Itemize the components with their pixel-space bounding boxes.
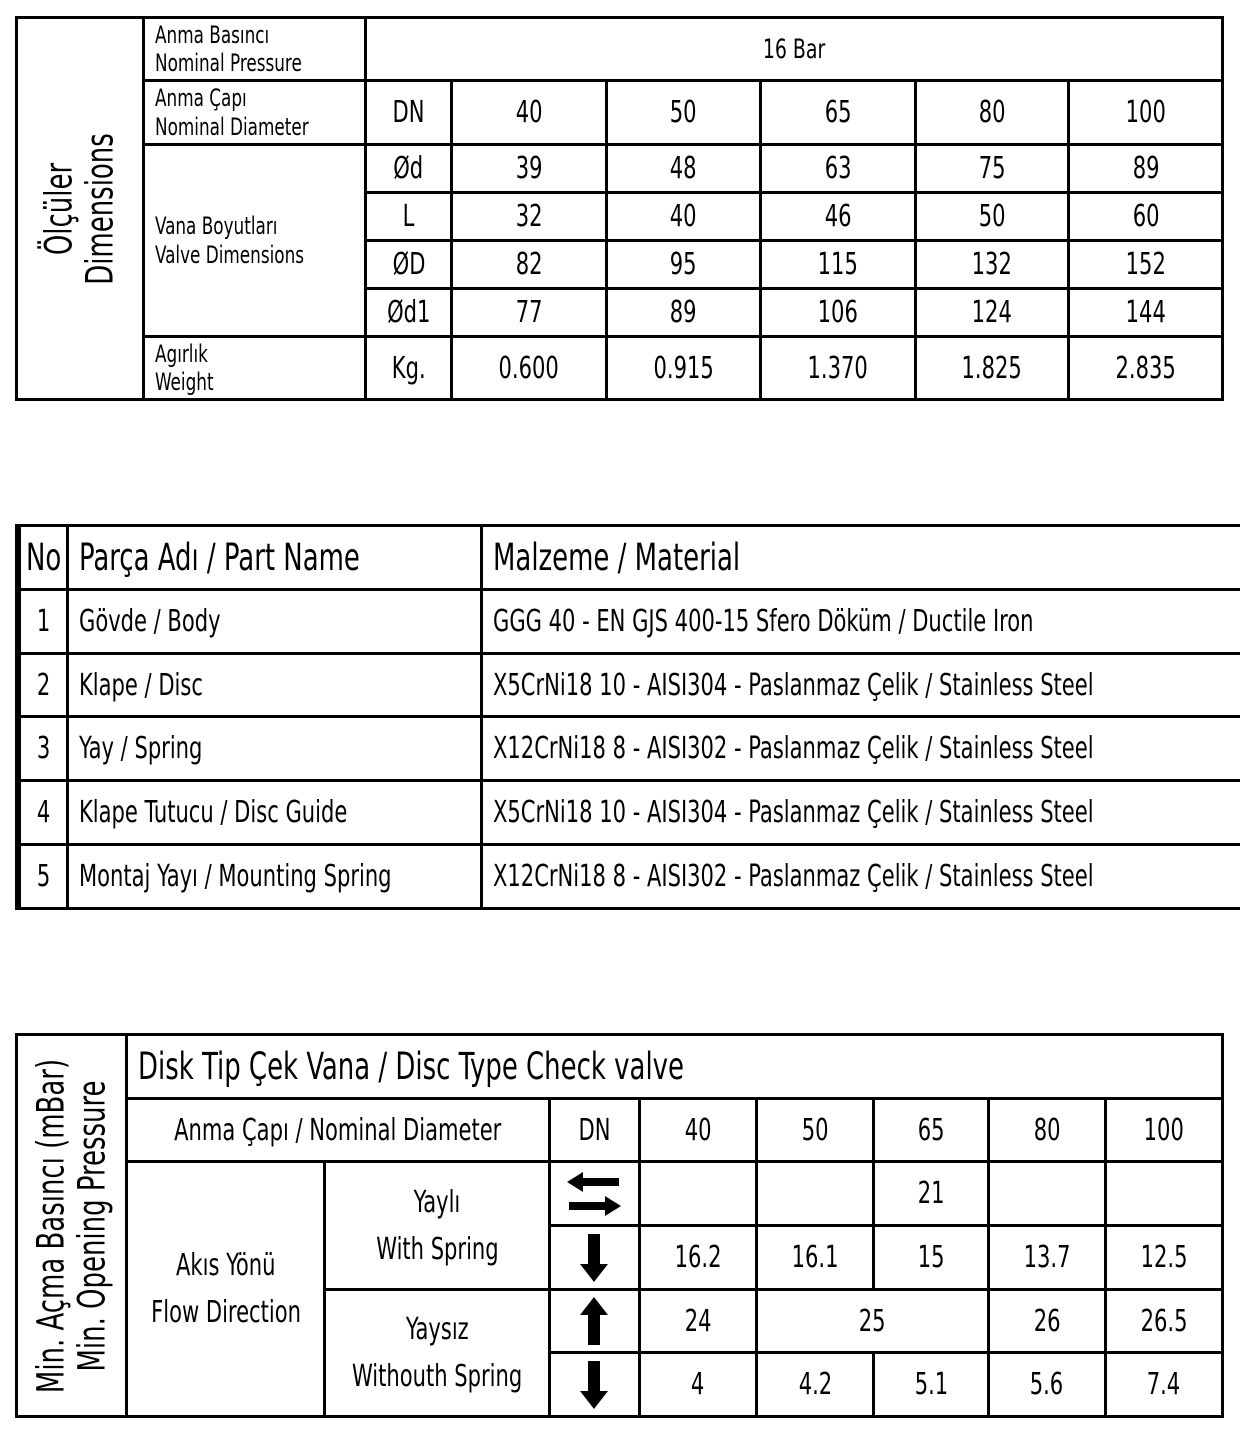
dimension-symbol: L bbox=[366, 193, 452, 241]
spring-down-value: 16.2 bbox=[639, 1226, 756, 1290]
part-material: X5CrNi18 10 - AISI304 - Paslanmaz Çelik / Stainless Steel bbox=[481, 781, 1240, 845]
weight-unit: Kg. bbox=[366, 337, 452, 400]
nospring-up-value: 25 bbox=[757, 1290, 989, 1353]
pressure-label: Anma Basıncı Nominal Pressure bbox=[144, 18, 366, 81]
spring-down-value: 13.7 bbox=[988, 1226, 1105, 1290]
weight-value: 0.600 bbox=[452, 337, 607, 400]
dimensions-side-label: Ölçüler Dimensions bbox=[17, 18, 144, 400]
up-arrow-icon bbox=[549, 1290, 639, 1353]
spring-down-value: 12.5 bbox=[1105, 1226, 1222, 1290]
dimension-value: 82 bbox=[452, 241, 607, 289]
header-part-name: Parça Adı / Part Name bbox=[68, 526, 482, 590]
header-material: Malzeme / Material bbox=[481, 526, 1240, 590]
dimension-value: 60 bbox=[1069, 193, 1223, 241]
horizontal-opening-value: 21 bbox=[874, 1162, 989, 1226]
part-material: GGG 40 - EN GJS 400-15 Sfero Döküm / Ductile Iron bbox=[481, 590, 1240, 654]
nospring-down-value: 4.2 bbox=[757, 1353, 874, 1417]
weight-value: 0.915 bbox=[606, 337, 761, 400]
part-material: X12CrNi18 8 - AISI302 - Paslanmaz Çelik / Stainless Steel bbox=[481, 717, 1240, 781]
header-no: No bbox=[20, 526, 68, 590]
down-arrow-icon bbox=[549, 1226, 639, 1290]
dimension-value: 115 bbox=[761, 241, 916, 289]
dn-value: 100 bbox=[1069, 81, 1223, 145]
dimension-value: 89 bbox=[1069, 145, 1223, 193]
dimension-value: 106 bbox=[761, 289, 916, 337]
part-name: Yay / Spring bbox=[68, 717, 482, 781]
horizontal-both-arrows-icon bbox=[549, 1162, 639, 1226]
part-no: 4 bbox=[20, 781, 68, 845]
part-name: Klape Tutucu / Disc Guide bbox=[68, 781, 482, 845]
weight-value: 1.370 bbox=[761, 337, 916, 400]
diameter-label: Anma Çapı Nominal Diameter bbox=[144, 81, 366, 145]
dimension-value: 89 bbox=[606, 289, 761, 337]
opening-dn-label: DN bbox=[549, 1099, 639, 1162]
spring-down-value: 16.1 bbox=[757, 1226, 874, 1290]
opening-dn-value: 80 bbox=[988, 1099, 1105, 1162]
dimension-value: 40 bbox=[606, 193, 761, 241]
dimension-symbol: Ød bbox=[366, 145, 452, 193]
without-spring-label: Yaysız Withouth Spring bbox=[325, 1290, 550, 1417]
nospring-up-value: 24 bbox=[639, 1290, 756, 1353]
dimension-value: 95 bbox=[606, 241, 761, 289]
weight-label: Agırlık Weight bbox=[144, 337, 366, 400]
dn-value: 65 bbox=[761, 81, 916, 145]
nospring-down-value: 5.6 bbox=[988, 1353, 1105, 1417]
materials-table bbox=[15, 524, 1224, 907]
dimension-value: 132 bbox=[915, 241, 1069, 289]
dimension-symbol: Ød1 bbox=[366, 289, 452, 337]
dimension-value: 152 bbox=[1069, 241, 1223, 289]
part-no: 3 bbox=[20, 717, 68, 781]
down-arrow-icon bbox=[549, 1353, 639, 1417]
dimension-value: 32 bbox=[452, 193, 607, 241]
with-spring-label: Yaylı With Spring bbox=[325, 1162, 550, 1290]
pressure-value: 16 Bar bbox=[366, 18, 1223, 81]
nospring-down-value: 5.1 bbox=[874, 1353, 989, 1417]
opening-dn-value: 50 bbox=[757, 1099, 874, 1162]
dn-label: DN bbox=[366, 81, 452, 145]
opening-dn-value: 100 bbox=[1105, 1099, 1222, 1162]
nospring-down-value: 4 bbox=[639, 1353, 756, 1417]
dn-value: 50 bbox=[606, 81, 761, 145]
part-name: Klape / Disc bbox=[68, 654, 482, 717]
nospring-up-value: 26 bbox=[988, 1290, 1105, 1353]
opening-dn-value: 65 bbox=[874, 1099, 989, 1162]
opening-title: Disk Tip Çek Vana / Disc Type Check valve bbox=[127, 1035, 1223, 1099]
part-no: 5 bbox=[20, 845, 68, 909]
opening-pressure-table bbox=[15, 1033, 1224, 1415]
part-name: Gövde / Body bbox=[68, 590, 482, 654]
part-no: 2 bbox=[20, 654, 68, 717]
dimension-value: 48 bbox=[606, 145, 761, 193]
weight-value: 1.825 bbox=[915, 337, 1069, 400]
opening-dn-value: 40 bbox=[639, 1099, 756, 1162]
dimension-value: 63 bbox=[761, 145, 916, 193]
dimension-value: 50 bbox=[915, 193, 1069, 241]
dimension-value: 144 bbox=[1069, 289, 1223, 337]
dimension-value: 77 bbox=[452, 289, 607, 337]
opening-diameter-label: Anma Çapı / Nominal Diameter bbox=[127, 1099, 549, 1162]
nospring-down-value: 7.4 bbox=[1105, 1353, 1222, 1417]
dimension-value: 46 bbox=[761, 193, 916, 241]
dimension-value: 124 bbox=[915, 289, 1069, 337]
nospring-up-value: 26.5 bbox=[1105, 1290, 1222, 1353]
dimensions-table bbox=[15, 16, 1224, 398]
dimension-value: 75 bbox=[915, 145, 1069, 193]
valve-dimensions-label: Vana Boyutları Valve Dimensions bbox=[144, 145, 366, 337]
part-no: 1 bbox=[20, 590, 68, 654]
dimension-value: 39 bbox=[452, 145, 607, 193]
dimension-symbol: ØD bbox=[366, 241, 452, 289]
dn-value: 80 bbox=[915, 81, 1069, 145]
materials-side-label: Material Specifications bbox=[17, 526, 20, 909]
dn-value: 40 bbox=[452, 81, 607, 145]
part-material: X5CrNi18 10 - AISI304 - Paslanmaz Çelik / Stainless Steel bbox=[481, 654, 1240, 717]
flow-direction-label: Akıs Yönü Flow Direction bbox=[127, 1162, 325, 1417]
opening-side-label: Min. Açma Basıncı (mBar) Min. Opening Pressure bbox=[17, 1035, 127, 1417]
part-name: Montaj Yayı / Mounting Spring bbox=[68, 845, 482, 909]
part-material: X12CrNi18 8 - AISI302 - Paslanmaz Çelik / Stainless Steel bbox=[481, 845, 1240, 909]
spring-down-value: 15 bbox=[874, 1226, 989, 1290]
weight-value: 2.835 bbox=[1069, 337, 1223, 400]
